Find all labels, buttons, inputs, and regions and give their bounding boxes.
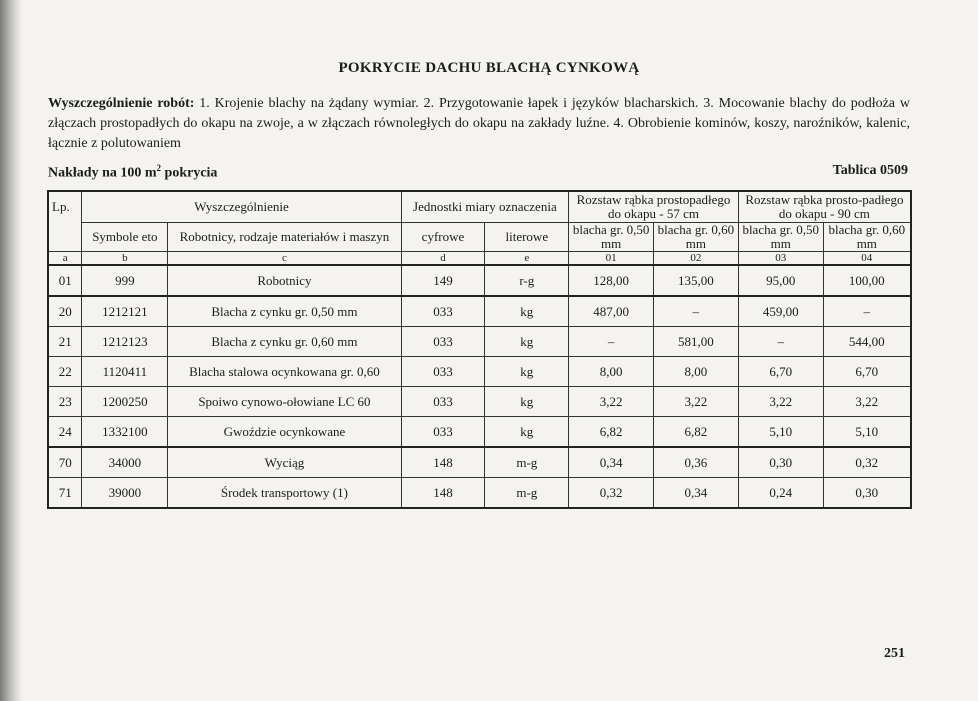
- naklady-sup: 2: [156, 163, 162, 173]
- row-symbol: 1212121: [82, 296, 168, 327]
- row-symbol: 1212123: [82, 327, 168, 357]
- row-lp: 70: [48, 447, 82, 478]
- table-row: [48, 387, 911, 417]
- row-value-02: 0,34: [654, 478, 739, 509]
- row-name: Blacha stalowa ocynkowana gr. 0,60: [168, 357, 401, 387]
- row-literowe: kg: [485, 357, 569, 387]
- row-literowe: m-g: [485, 478, 569, 509]
- row-name: Gwoździe ocynkowane: [168, 417, 401, 448]
- row-value-03: –: [738, 327, 823, 357]
- row-literowe: kg: [485, 296, 569, 327]
- row-literowe: kg: [485, 417, 569, 448]
- row-cyfrowe: 149: [401, 265, 485, 296]
- row-value-01: 128,00: [569, 265, 654, 296]
- header-wyszczegolnienie: Wyszczególnienie: [82, 191, 401, 223]
- row-value-04: 0,32: [823, 447, 911, 478]
- row-name: Robotnicy: [168, 265, 401, 296]
- table-row: [48, 327, 911, 357]
- row-value-01: 487,00: [569, 296, 654, 327]
- index-cell: a: [48, 252, 82, 266]
- naklady-heading: [48, 163, 217, 182]
- row-cyfrowe: 148: [401, 478, 485, 509]
- row-lp: 21: [48, 327, 82, 357]
- row-value-01: –: [569, 327, 654, 357]
- naklady-prefix: Nakłady na 100 m: [48, 165, 157, 181]
- row-lp: 01: [48, 265, 82, 296]
- row-value-02: –: [654, 296, 739, 327]
- header-lp: Lp.: [48, 191, 82, 252]
- header-group-90: Rozstaw rąbka prosto-padłego do okapu - 90 cm: [738, 191, 911, 223]
- row-value-03: 0,30: [738, 447, 823, 478]
- row-lp: 22: [48, 357, 82, 387]
- row-symbol: 999: [82, 265, 168, 296]
- header-jednostki: Jednostki miary oznaczenia: [401, 191, 569, 223]
- row-value-04: 100,00: [823, 265, 911, 296]
- table-row: [48, 478, 911, 509]
- header-robotnicy: Robotnicy, rodzaje materiałów i maszyn: [168, 223, 401, 252]
- row-literowe: r-g: [485, 265, 569, 296]
- table-row: [48, 265, 911, 296]
- row-literowe: m-g: [485, 447, 569, 478]
- row-name: Środek transportowy (1): [168, 478, 401, 509]
- row-value-02: 6,82: [654, 417, 739, 448]
- index-cell: 02: [654, 252, 739, 266]
- row-value-01: 6,82: [569, 417, 654, 448]
- index-cell: c: [168, 252, 401, 266]
- row-cyfrowe: 033: [401, 296, 485, 327]
- row-value-03: 5,10: [738, 417, 823, 448]
- index-cell: 01: [569, 252, 654, 266]
- row-value-03: 95,00: [738, 265, 823, 296]
- header-group-57: Rozstaw rąbka prostopadłego do okapu - 57 cm: [569, 191, 739, 223]
- row-lp: 23: [48, 387, 82, 417]
- row-value-01: 0,34: [569, 447, 654, 478]
- row-value-04: –: [823, 296, 911, 327]
- row-cyfrowe: 148: [401, 447, 485, 478]
- row-value-04: 544,00: [823, 327, 911, 357]
- naklady-suffix: pokrycia: [161, 165, 218, 181]
- row-value-04: 0,30: [823, 478, 911, 509]
- row-lp: 24: [48, 417, 82, 448]
- row-value-01: 8,00: [569, 357, 654, 387]
- table-row: [48, 417, 911, 448]
- index-cell: 03: [738, 252, 823, 266]
- table-id: Tablica 0509: [832, 163, 908, 178]
- page-title: POKRYCIE DACHU BLACHĄ CYNKOWĄ: [338, 60, 640, 76]
- row-name: Blacha z cynku gr. 0,50 mm: [168, 296, 401, 327]
- index-cell: d: [401, 252, 485, 266]
- row-cyfrowe: 033: [401, 387, 485, 417]
- page-number: 251: [884, 646, 905, 661]
- row-cyfrowe: 033: [401, 357, 485, 387]
- description-label: Wyszczególnienie robót:: [48, 96, 195, 111]
- works-description: [48, 94, 910, 154]
- header-symbole: Symbole eto: [82, 223, 168, 252]
- row-value-02: 0,36: [654, 447, 739, 478]
- row-literowe: kg: [485, 387, 569, 417]
- row-symbol: 1120411: [82, 357, 168, 387]
- row-name: Blacha z cynku gr. 0,60 mm: [168, 327, 401, 357]
- row-value-03: 459,00: [738, 296, 823, 327]
- row-value-02: 8,00: [654, 357, 739, 387]
- table-row: [48, 447, 911, 478]
- row-value-02: 3,22: [654, 387, 739, 417]
- table-row: [48, 357, 911, 387]
- header-g1a: blacha gr. 0,50 mm: [569, 223, 654, 252]
- description-text: 1. Krojenie blachy na żądany wymiar. 2. Przygotowanie łapek i języków blacharskich. 3. Mocowanie blachy do podłoża w złączach prostopadłych do okapu na zwoje, a w złączach równoległych do okapu na zakłady luźne. 4. Obrobienie kominów, koszy, naroźników, kalenic, łącznie z polutowaniem: [48, 96, 910, 151]
- index-cell: e: [485, 252, 569, 266]
- row-symbol: 34000: [82, 447, 168, 478]
- row-value-03: 0,24: [738, 478, 823, 509]
- row-value-04: 3,22: [823, 387, 911, 417]
- row-symbol: 1200250: [82, 387, 168, 417]
- row-symbol: 39000: [82, 478, 168, 509]
- row-value-04: 6,70: [823, 357, 911, 387]
- header-literowe: literowe: [485, 223, 569, 252]
- row-name: Wyciąg: [168, 447, 401, 478]
- row-value-01: 0,32: [569, 478, 654, 509]
- table-row: [48, 296, 911, 327]
- row-symbol: 1332100: [82, 417, 168, 448]
- index-cell: b: [82, 252, 168, 266]
- row-value-03: 6,70: [738, 357, 823, 387]
- row-value-01: 3,22: [569, 387, 654, 417]
- norms-table: [47, 190, 912, 509]
- row-lp: 71: [48, 478, 82, 509]
- row-lp: 20: [48, 296, 82, 327]
- index-cell: 04: [823, 252, 911, 266]
- row-value-04: 5,10: [823, 417, 911, 448]
- row-value-02: 135,00: [654, 265, 739, 296]
- row-cyfrowe: 033: [401, 417, 485, 448]
- row-value-02: 581,00: [654, 327, 739, 357]
- header-g1b: blacha gr. 0,60 mm: [654, 223, 739, 252]
- row-value-03: 3,22: [738, 387, 823, 417]
- header-g2b: blacha gr. 0,60 mm: [823, 223, 911, 252]
- header-row-1: [48, 191, 911, 223]
- header-g2a: blacha gr. 0,50 mm: [738, 223, 823, 252]
- index-row: [48, 252, 911, 266]
- book-spine-shadow: [0, 0, 22, 701]
- row-literowe: kg: [485, 327, 569, 357]
- row-name: Spoiwo cynowo-ołowiane LC 60: [168, 387, 401, 417]
- header-cyfrowe: cyfrowe: [401, 223, 485, 252]
- row-cyfrowe: 033: [401, 327, 485, 357]
